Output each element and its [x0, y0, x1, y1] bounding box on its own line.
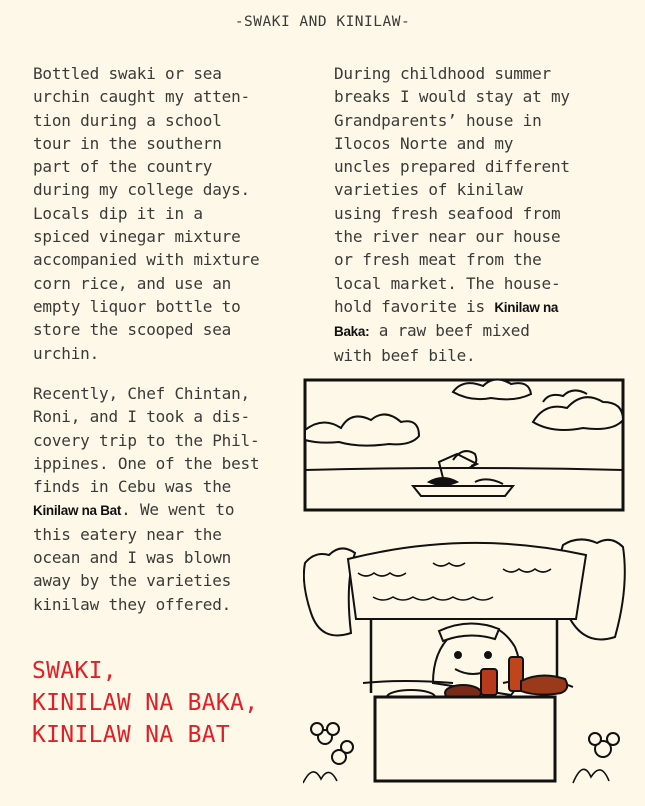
dish-kinilaw-na-bat: KINILAW NA BAT — [32, 722, 231, 748]
highlight-kinilaw-na-baka: Kinilaw na — [494, 299, 559, 315]
childhood-paragraph: During childhood summer breaks I would stay at my Grandparents’ house in Ilocos Norte and my uncles prepared different varieties of kinilaw using fresh seafood from the river near our house or fresh meat from the local market. The house- hold favorite is Kinilaw na Baka: a raw beef mixed with beef bile. — [334, 64, 570, 365]
highlight-baka: Baka: — [334, 324, 370, 340]
page-title: -SWAKI AND KINILAW- — [234, 14, 411, 30]
boat-river-illustration — [303, 378, 625, 513]
dish-list-title — [32, 655, 258, 751]
discovery-paragraph: Recently, Chef Chintan, Roni, and I took a dis- covery trip to the Phil- ippines. One of the best finds in Cebu was the Kinilaw na Bat. We went to this eatery near the ocean and I was blown away by the varieties kinilaw they offered. — [33, 384, 260, 614]
swaki-paragraph: Bottled swaki or sea urchin caught my atten- tion during a school tour in the southern part of the country during my college days. Locals dip it in a spiced vinegar mixture accompanied with mixture corn rice, and use an empty liquor bottle to store the scooped sea urchin. — [33, 64, 260, 363]
dish-kinilaw-na-baka: KINILAW NA BAKA, — [32, 690, 259, 716]
food-stall-illustration — [303, 533, 638, 788]
dish-swaki: SWAKI, — [32, 658, 117, 684]
highlight-kinilaw-na-bat: Kinilaw na Bat — [33, 503, 122, 519]
